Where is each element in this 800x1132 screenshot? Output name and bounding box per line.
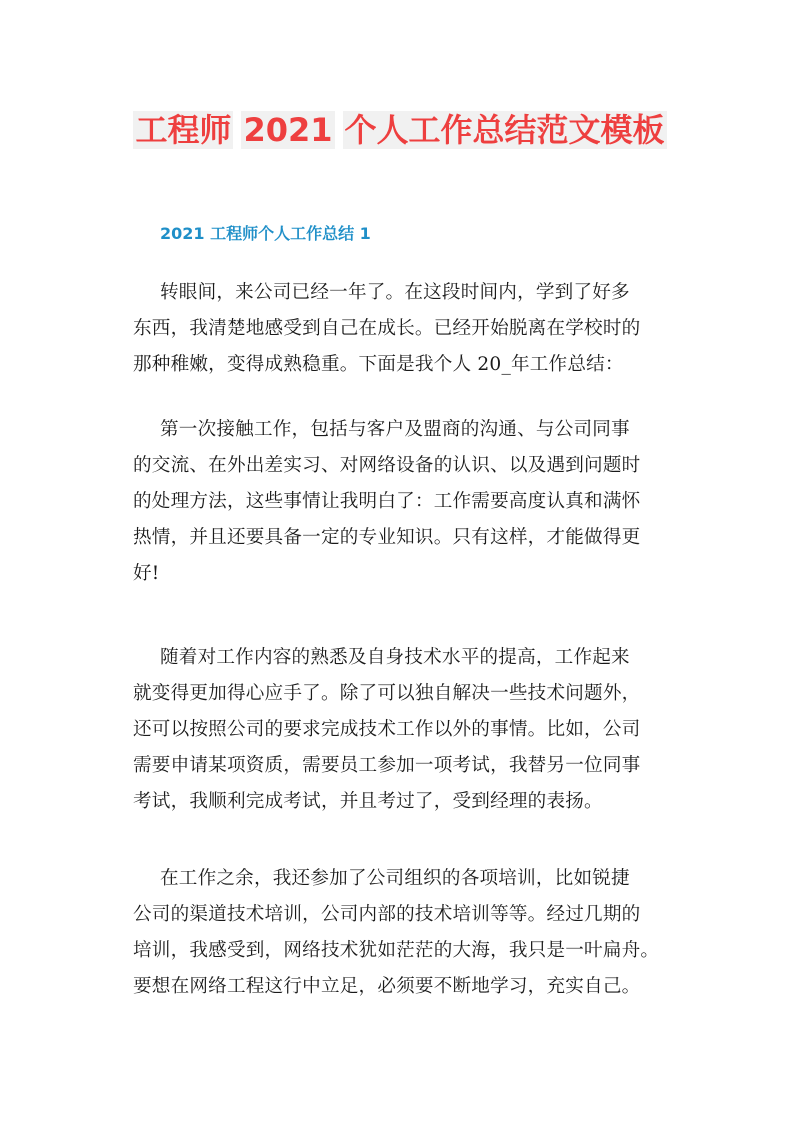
paragraph-line: 还可以按照公司的要求完成技术工作以外的事情。比如，公司 bbox=[133, 719, 641, 740]
document-title bbox=[0, 108, 800, 152]
paragraph-line: 在工作之余，我还参加了公司组织的各项培训，比如锐捷 bbox=[160, 868, 630, 889]
paragraph-line: 培训，我感受到，网络技术犹如茫茫的大海，我只是一叶扁舟。 bbox=[133, 940, 660, 961]
paragraph bbox=[133, 275, 673, 383]
paragraph-line: 转眼间，来公司已经一年了。在这段时间内，学到了好多 bbox=[160, 282, 630, 303]
paragraph-line: 要想在网络工程这行中立足，必须要不断地学习，充实自己。 bbox=[133, 976, 641, 997]
paragraph-line: 热情，并且还要具备一定的专业知识。只有这样，才能做得更 bbox=[133, 527, 641, 548]
title-segment: 个人工作总结范文模板 bbox=[344, 111, 665, 149]
paragraph-line: 的交流、在外出差实习、对网络设备的认识、以及遇到问题时 bbox=[133, 455, 641, 476]
paragraph bbox=[133, 412, 673, 592]
paragraph bbox=[133, 640, 673, 820]
paragraph-line: 需要申请某项资质，需要员工参加一项考试，我替另一位同事 bbox=[133, 755, 641, 776]
paragraph-line: 公司的渠道技术培训，公司内部的技术培训等等。经过几期的 bbox=[133, 904, 641, 925]
title-segment: 工程师 bbox=[135, 111, 232, 149]
paragraph bbox=[133, 861, 673, 1005]
paragraph-line: 考试，我顺利完成考试，并且考过了，受到经理的表扬。 bbox=[133, 791, 603, 812]
paragraph-line: 就变得更加得心应手了。除了可以独自解决一些技术问题外， bbox=[133, 683, 641, 704]
paragraph-line: 随着对工作内容的熟悉及自身技术水平的提高，工作起来 bbox=[160, 647, 630, 668]
paragraph-line: 东西，我清楚地感受到自己在成长。已经开始脱离在学校时的 bbox=[133, 318, 641, 339]
section-heading: 2021 工程师个人工作总结 1 bbox=[160, 224, 371, 243]
paragraph-line: 第一次接触工作，包括与客户及盟商的沟通、与公司同事 bbox=[160, 419, 630, 440]
paragraph-line: 好! bbox=[133, 563, 160, 584]
paragraph-line: 的处理方法，这些事情让我明白了：工作需要高度认真和满怀 bbox=[133, 491, 641, 512]
paragraph-line: 那种稚嫩，变得成熟稳重。下面是我个人 20_年工作总结： bbox=[133, 354, 624, 375]
title-segment: 2021 bbox=[243, 111, 333, 149]
